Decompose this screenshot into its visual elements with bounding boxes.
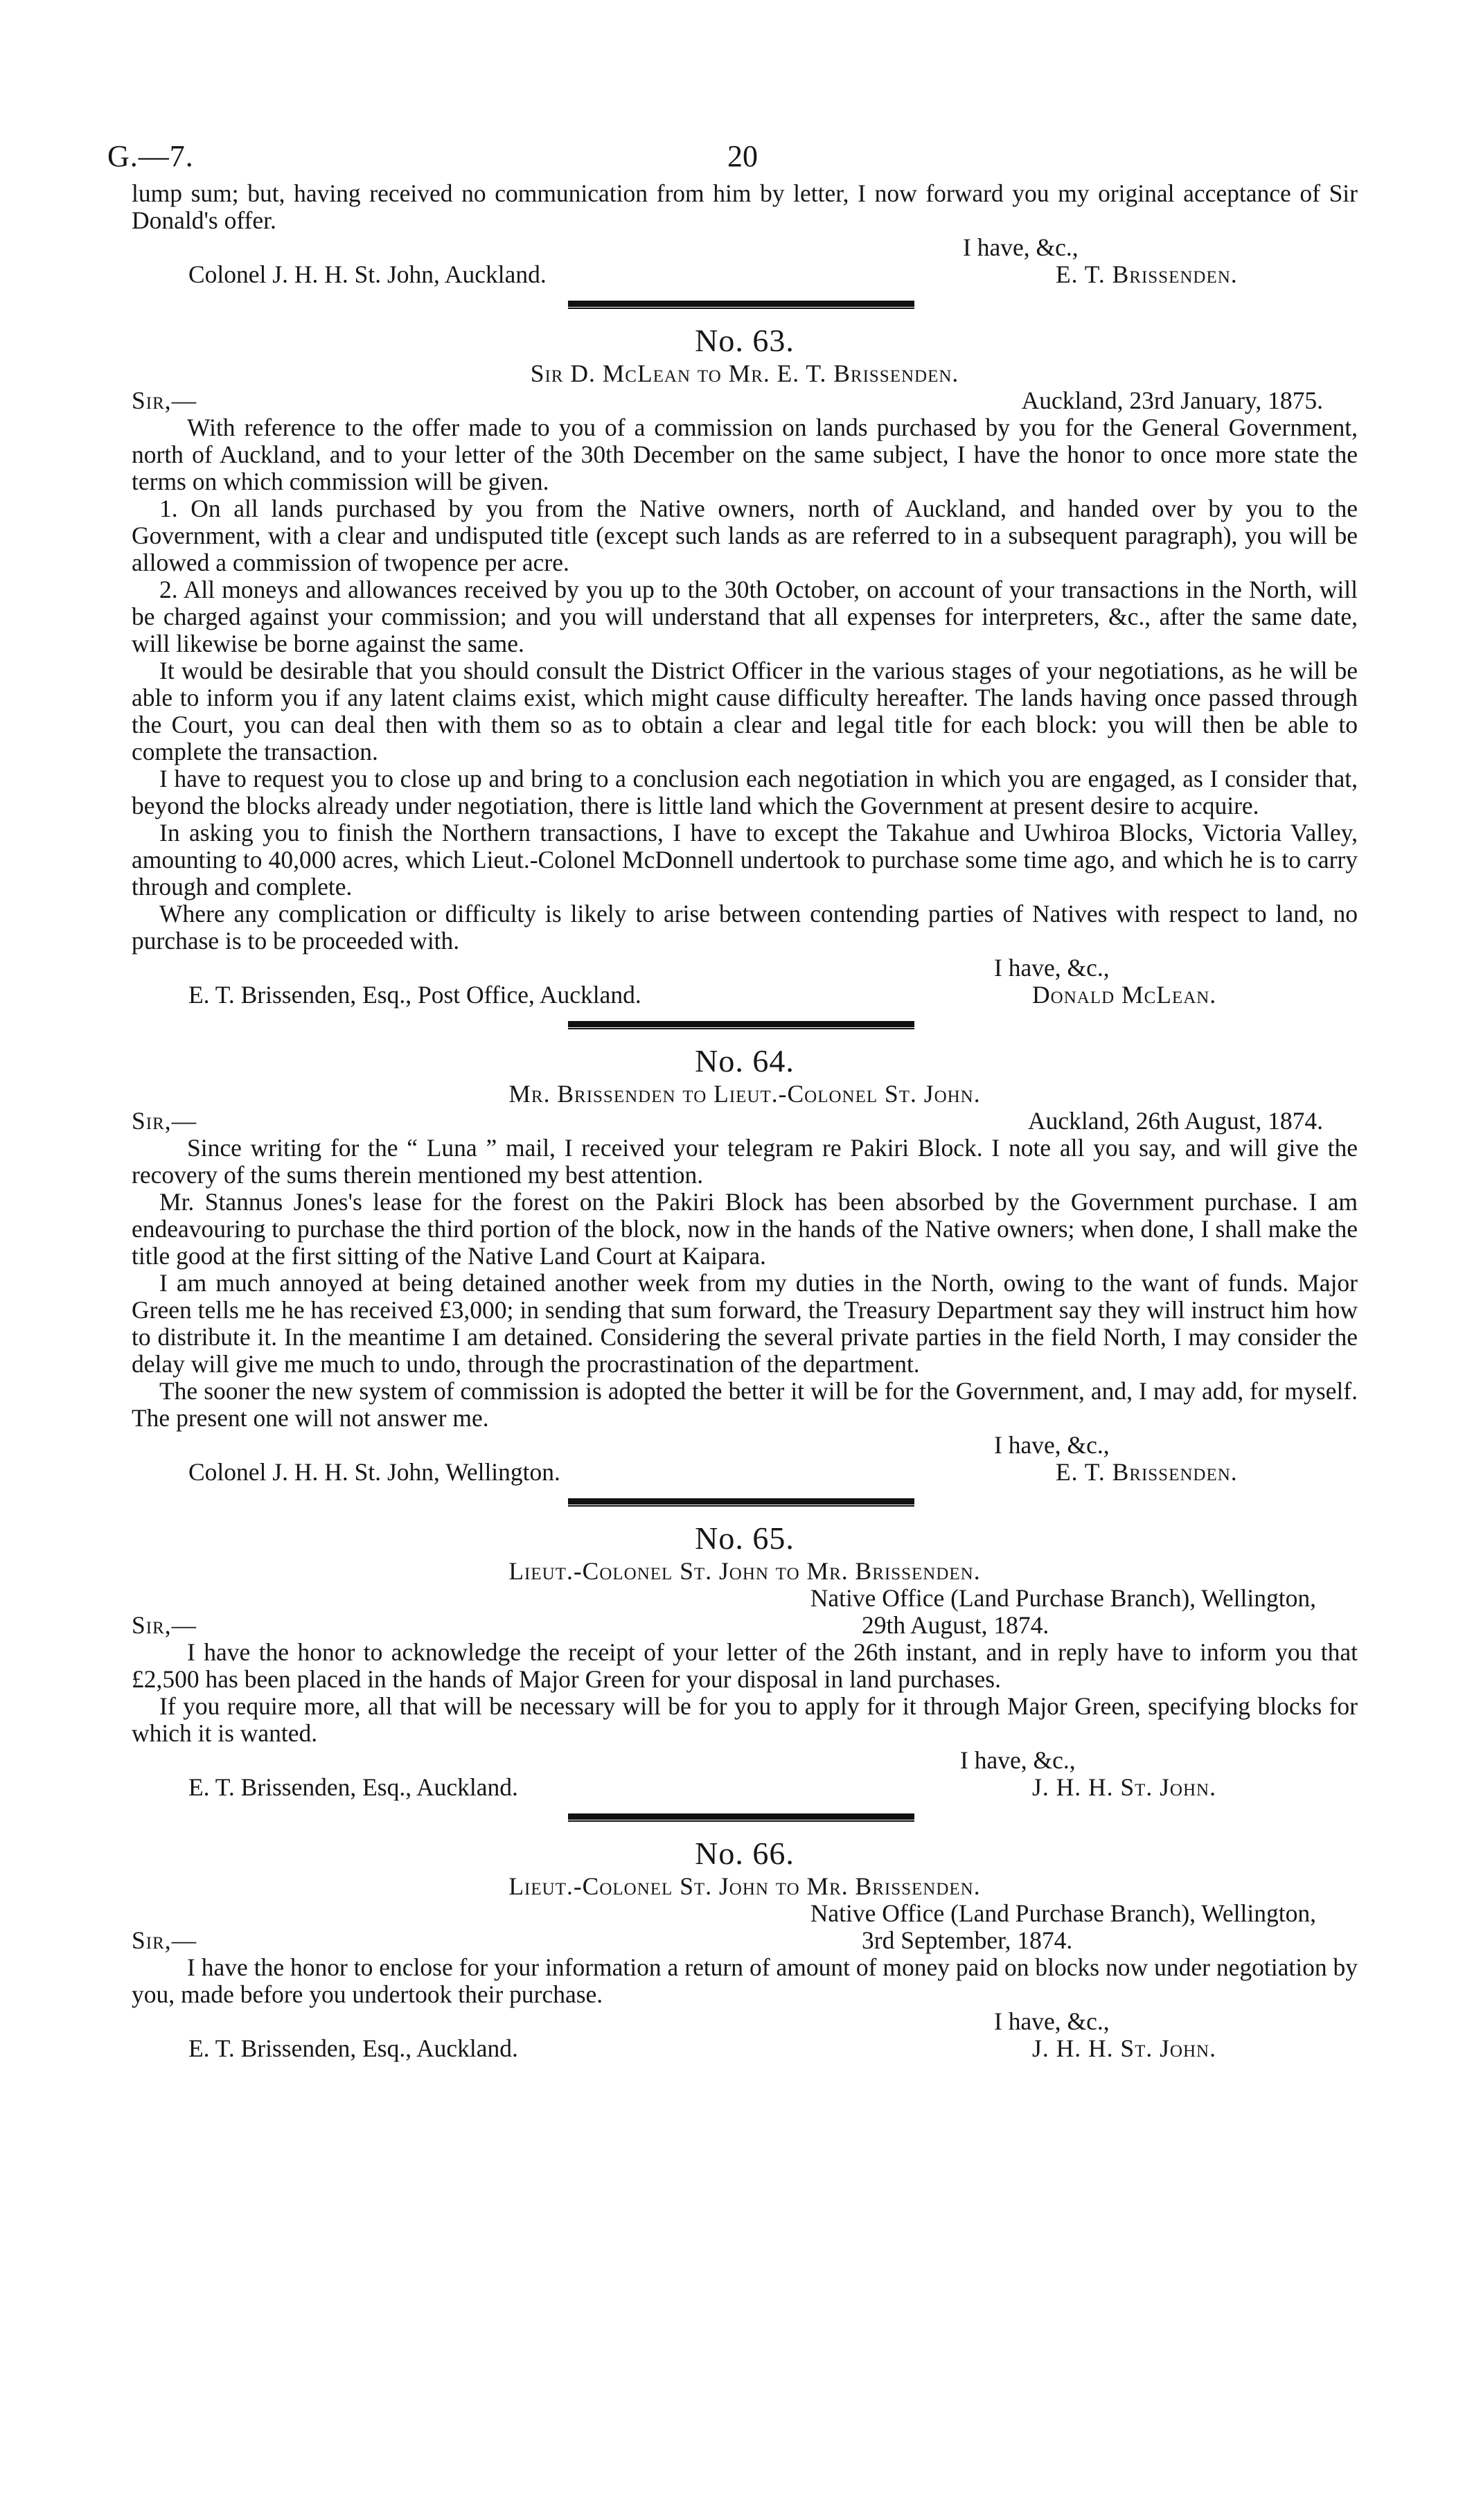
closing: I have, &c., — [963, 233, 1079, 261]
paragraph: With reference to the offer made to you of a commission on lands purchased by you for the General Government, north of Auckland, and to your letter of the 30th December on the same subject, I have the honor to once more state the terms on which commission will be given. — [132, 414, 1358, 495]
letter-65 — [132, 1520, 1358, 1801]
paragraph: Since writing for the “ Luna ” mail, I received your telegram re Pakiri Block. I note all you say, and will give the recovery of the sums therein mentioned my best attention. — [132, 1134, 1358, 1189]
closing: I have, &c., — [960, 1746, 1076, 1774]
signature: E. T. Brissenden. — [1056, 260, 1238, 288]
letter-date: 3rd September, 1874. — [862, 1926, 1073, 1954]
signature: E. T. Brissenden. — [1056, 1458, 1238, 1486]
page-header — [107, 139, 1358, 180]
section-divider — [568, 301, 914, 307]
salutation: Sir,— — [132, 1926, 197, 1954]
paragraph: Where any complication or difficulty is likely to arise between contending parties of Natives with respect to land, no purchase is to be proceeded with. — [132, 900, 1358, 955]
paragraph: 1. On all lands purchased by you from the Native owners, north of Auckland, and handed over by you to the Government, with a clear and undisputed title (except such lands as are referred to in a subsequent paragraph), you will be allowed a commission of twopence per acre. — [132, 495, 1358, 576]
letter-route: Mr. Brissenden to Lieut.-Colonel St. John. — [508, 1080, 981, 1108]
salutation: Sir,— — [132, 1107, 197, 1135]
addressee: E. T. Brissenden, Esq., Post Office, Auckland. — [188, 981, 641, 1009]
document-page — [107, 139, 1358, 2062]
page-number: 20 — [727, 139, 758, 173]
letter-number: No. 66. — [695, 1836, 795, 1871]
section-divider — [568, 1021, 914, 1027]
letter-number: No. 64. — [695, 1043, 795, 1079]
salutation: Sir,— — [132, 1611, 197, 1639]
paragraph: In asking you to finish the Northern transactions, I have to except the Takahue and Uwhiroa Blocks, Victoria Valley, amounting to 40,000 acres, which Lieut.-Colonel McDonnell undertook to purchase some time ago, and which he is to carry through and complete. — [132, 819, 1358, 900]
intro-section — [132, 180, 1358, 288]
letter-64 — [132, 1042, 1358, 1486]
addressee: Colonel J. H. H. St. John, Wellington. — [188, 1458, 560, 1486]
paragraph: It would be desirable that you should consult the District Officer in the various stages of your negotiations, as he will be able to inform you if any latent claims exist, which might cause difficulty hereafter. The lands having once passed through the Court, you can deal then with them so as to obtain a clear and legal title for each block: you will then be able to complete the transaction. — [132, 657, 1358, 765]
intro-paragraph: lump sum; but, having received no communication from him by letter, I now forward you my original acceptance of Sir Donald's offer. — [132, 179, 1358, 234]
letter-route: Lieut.-Colonel St. John to Mr. Brissenden. — [508, 1872, 981, 1900]
signature: Donald McLean. — [1032, 981, 1217, 1009]
salutation: Sir,— — [132, 387, 197, 414]
letter-number: No. 63. — [695, 323, 795, 358]
office-address: Native Office (Land Purchase Branch), Wellington, — [810, 1584, 1316, 1612]
paragraph: The sooner the new system of commission is adopted the better it will be for the Government, and, I may add, for myself. The present one will not answer me. — [132, 1377, 1358, 1432]
paragraph: I have to request you to close up and bring to a conclusion each negotiation in which you are engaged, as I consider that, beyond the blocks already under negotiation, there is little land which the Government at present desire to acquire. — [132, 765, 1358, 819]
section-divider — [568, 1498, 914, 1505]
letter-63 — [132, 322, 1358, 1009]
paragraph: I have the honor to enclose for your information a return of amount of money paid on blocks now under negotiation by you, made before you undertook their purchase. — [132, 1953, 1358, 2008]
paragraph: I am much annoyed at being detained another week from my duties in the North, owing to the want of funds. Major Green tells me he has received £3,000; in sending that sum forward, the Treasury Department say they will instruct him how to distribute it. In the meantime I am detained. Considering the several private parties in the field North, I may consider the delay will give me much to undo, through the procrastination of the department. — [132, 1269, 1358, 1378]
letter-route: Lieut.-Colonel St. John to Mr. Brissenden. — [508, 1557, 981, 1585]
place-date: Auckland, 23rd January, 1875. — [1021, 387, 1323, 414]
office-address: Native Office (Land Purchase Branch), Wellington, — [810, 1899, 1316, 1927]
addressee: Colonel J. H. H. St. John, Auckland. — [188, 260, 547, 288]
section-divider — [568, 1813, 914, 1820]
paragraph: Mr. Stannus Jones's lease for the forest on the Pakiri Block has been absorbed by the Government purchase. I am endeavouring to purchase the third portion of the block, now in the hands of the Native owners; when done, I shall make the title good at the first sitting of the Native Land Court at Kaipara. — [132, 1188, 1358, 1270]
addressee: E. T. Brissenden, Esq., Auckland. — [188, 2034, 518, 2062]
letter-number: No. 65. — [695, 1520, 795, 1556]
closing: I have, &c., — [994, 1431, 1110, 1459]
paragraph: I have the honor to acknowledge the receipt of your letter of the 26th instant, and in reply have to inform you that £2,500 has been placed in the hands of Major Green for your disposal in land purchases. — [132, 1638, 1358, 1693]
paragraph: 2. All moneys and allowances received by you up to the 30th October, on account of your transactions in the North, will be charged against your commission; and you will understand that all expenses for interpreters, &c., after the same date, will likewise be borne against the same. — [132, 576, 1358, 657]
letter-date: 29th August, 1874. — [862, 1611, 1049, 1639]
signature: J. H. H. St. John. — [1032, 2034, 1216, 2062]
closing: I have, &c., — [994, 954, 1110, 982]
letter-route: Sir D. McLean to Mr. E. T. Brissenden. — [530, 360, 959, 387]
letter-66 — [132, 1835, 1358, 2062]
document-code: G.—7. — [107, 139, 194, 173]
signature: J. H. H. St. John. — [1032, 1773, 1216, 1801]
closing: I have, &c., — [994, 2007, 1110, 2035]
addressee: E. T. Brissenden, Esq., Auckland. — [188, 1773, 518, 1801]
place-date: Auckland, 26th August, 1874. — [1028, 1107, 1323, 1135]
paragraph: If you require more, all that will be necessary will be for you to apply for it through Major Green, specifying blocks for which it is wanted. — [132, 1692, 1358, 1747]
